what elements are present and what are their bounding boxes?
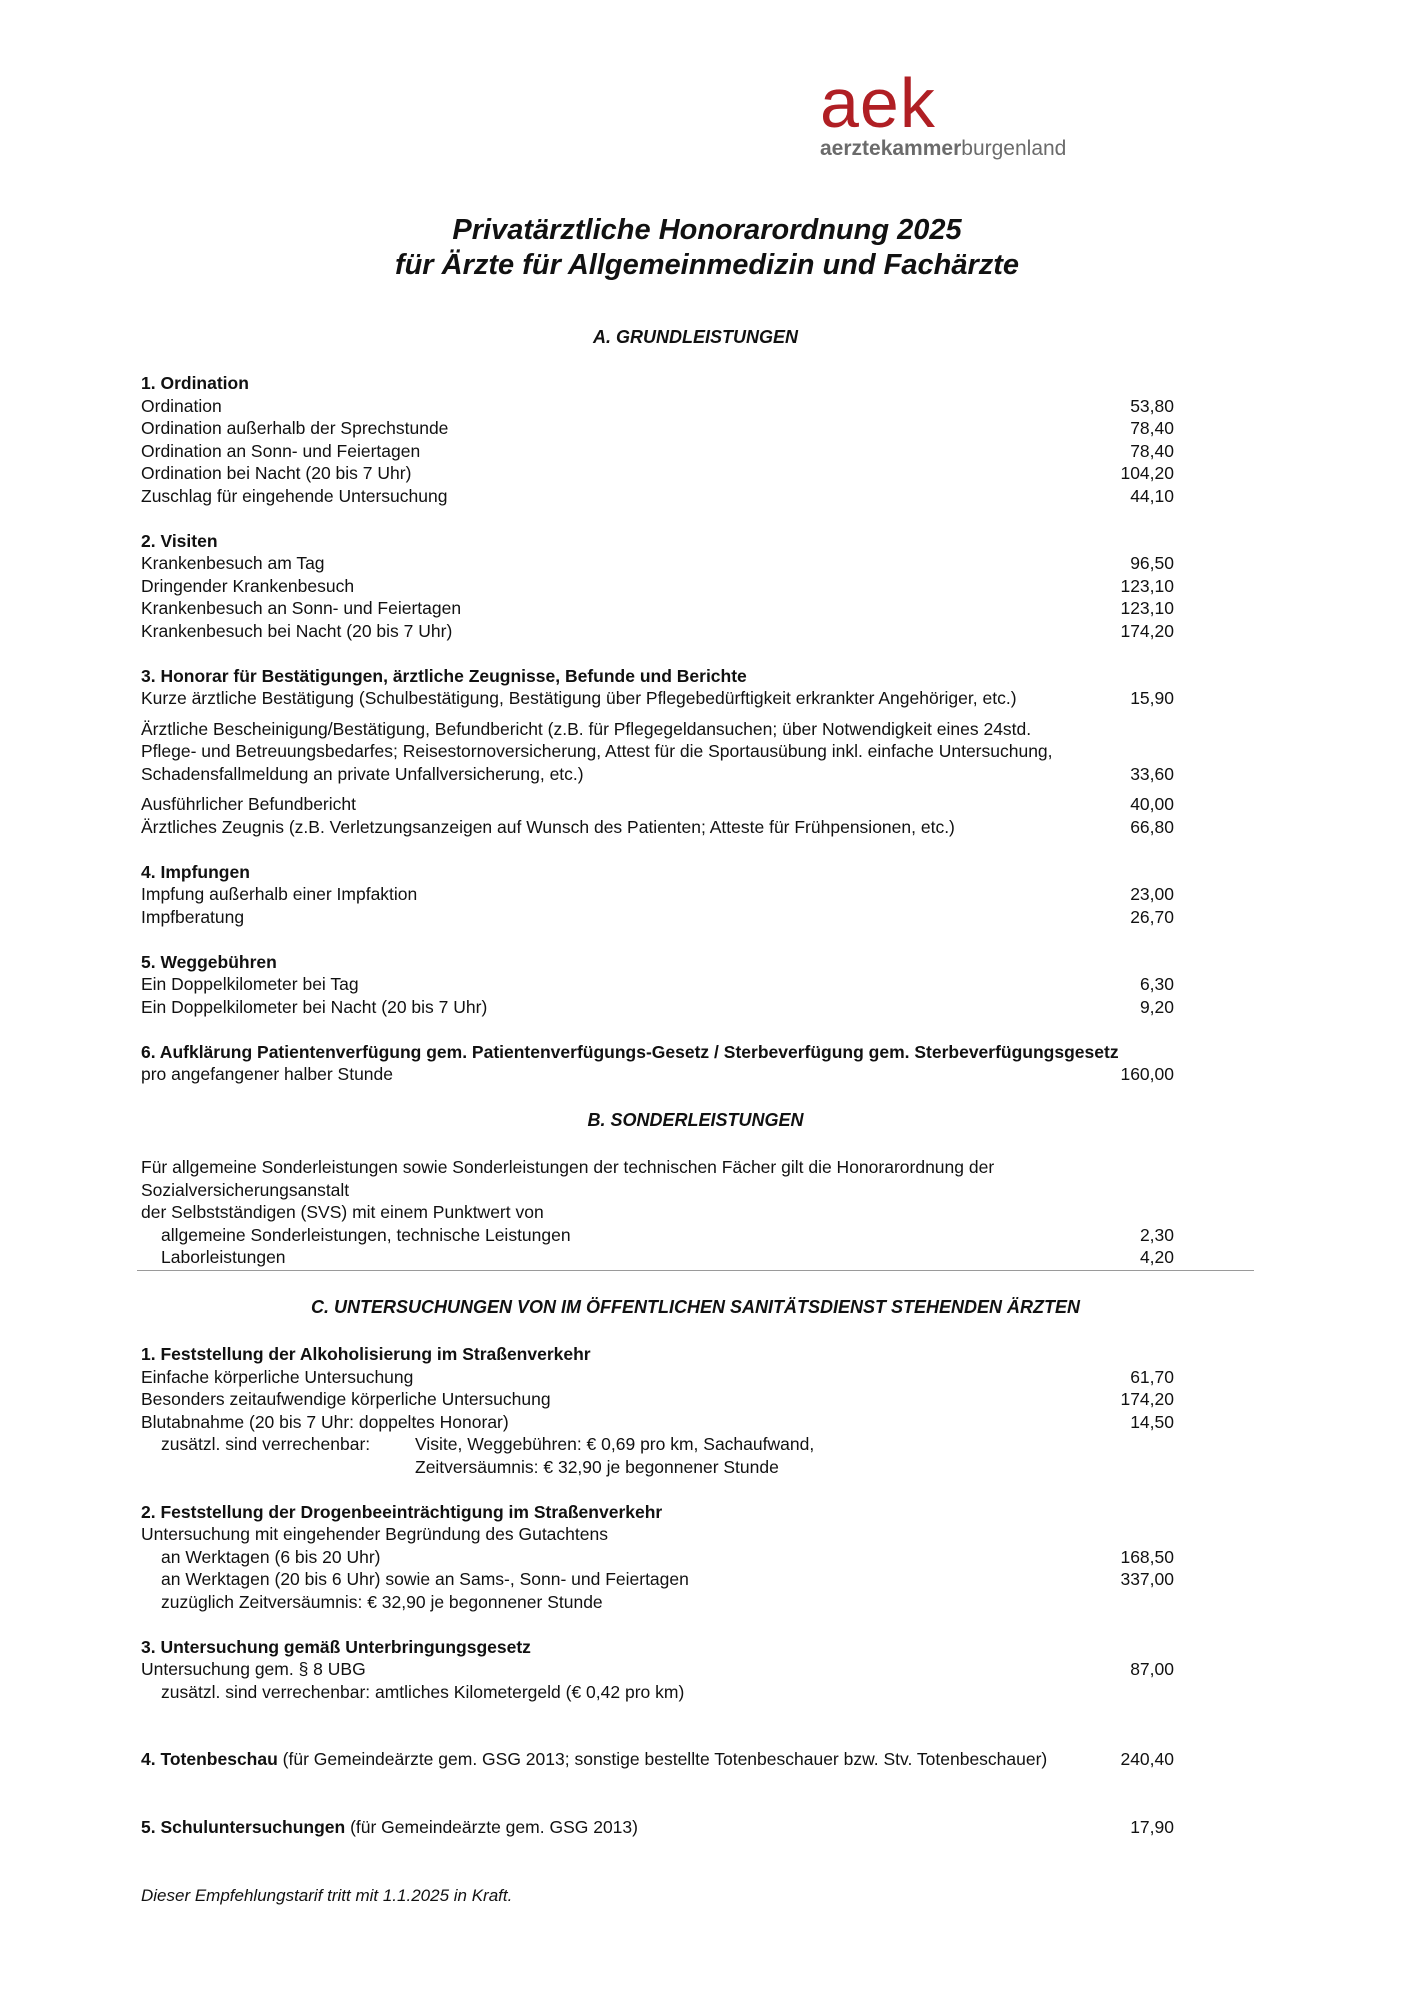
fee-row: Krankenbesuch bei Nacht (20 bis 7 Uhr) 174,20 bbox=[141, 620, 1174, 641]
fee-row: pro angefangener halber Stunde 160,00 bbox=[141, 1064, 1174, 1084]
drogen-title: 2. Feststellung der Drogenbeeinträchtigung im Straßenverkehr bbox=[141, 1501, 663, 1522]
fee-row: Ordination 53,80 bbox=[141, 395, 1174, 416]
section-b-intro-2: der Selbstständigen (SVS) mit einem Punktwert von bbox=[141, 1202, 544, 1222]
fee-row: Dringender Krankenbesuch 123,10 bbox=[141, 575, 1174, 596]
honorar-item2-line2: Pflege- und Betreuungsbedarfes; Reisestornoversicherung, Attest für die Sportausübung inkl. einfache Untersuchung, bbox=[141, 741, 1053, 761]
fee-row: Ordination an Sonn- und Feiertagen 78,40 bbox=[141, 440, 1174, 461]
visiten-title: 2. Visiten bbox=[141, 530, 218, 551]
drogen-extra: zuzüglich Zeitversäumnis: € 32,90 je begonnener Stunde bbox=[161, 1591, 603, 1612]
fee-row: Ein Doppelkilometer bei Tag 6,30 bbox=[141, 974, 1174, 994]
fee-row: Einfache körperliche Untersuchung 61,70 bbox=[141, 1366, 1174, 1387]
fee-row: Impfung außerhalb einer Impfaktion 23,00 bbox=[141, 884, 1174, 904]
weggebuehren-title: 5. Weggebühren bbox=[141, 951, 277, 972]
footer-note: Dieser Empfehlungstarif tritt mit 1.1.2025 in Kraft. bbox=[141, 1886, 513, 1905]
alkohol-title: 1. Feststellung der Alkoholisierung im Straßenverkehr bbox=[141, 1344, 591, 1364]
fee-row: an Werktagen (20 bis 6 Uhr) sowie an Sams-, Sonn- und Feiertagen 337,00 bbox=[161, 1569, 1174, 1589]
section-c-heading: C. UNTERSUCHUNGEN VON IM ÖFFENTLICHEN SANITÄTSDIENST STEHENDEN ÄRZTEN bbox=[310, 1297, 1081, 1317]
schul-row: 5. Schuluntersuchungen (für Gemeindeärzte gem. GSG 2013) 17,90 bbox=[141, 1816, 1174, 1837]
fee-row: an Werktagen (6 bis 20 Uhr) 168,50 bbox=[161, 1546, 1174, 1567]
section-divider bbox=[137, 1270, 1254, 1271]
section-a-content bbox=[141, 372, 1174, 1086]
honorar-item2-line1: Ärztliche Bescheinigung/Bestätigung, Befundbericht (z.B. für Pflegegeldansuchen; über Notwendigkeit eines 24std. bbox=[141, 718, 1032, 739]
honorar-title: 3. Honorar für Bestätigungen, ärztliche Zeugnisse, Befunde und Berichte bbox=[141, 665, 747, 686]
fee-row: Ärztliches Zeugnis (z.B. Verletzungsanzeigen auf Wunsch des Patienten; Atteste für Frühpensionen, etc.) 66,80 bbox=[141, 816, 1174, 837]
fee-row: allgemeine Sonderleistungen, technische Leistungen 2,30 bbox=[161, 1224, 1174, 1245]
fee-row: Ordination außerhalb der Sprechstunde 78,40 bbox=[141, 418, 1174, 438]
section-b-intro-1: Für allgemeine Sonderleistungen sowie Sonderleistungen der technischen Fächer gilt die Honorarordnung der Sozialversicherungsanstalt bbox=[141, 1157, 995, 1200]
unterbringung-extra: zusätzl. sind verrechenbar: amtliches Kilometergeld (€ 0,42 pro km) bbox=[161, 1681, 685, 1702]
logo-text: aerztekammerburgenland bbox=[820, 137, 1067, 160]
section-c-content bbox=[141, 1343, 1174, 1838]
logo-mark: aek bbox=[820, 64, 936, 142]
alkohol-extra-1: zusätzl. sind verrechenbar: Visite, Weggebühren: € 0,69 pro km, Sachaufwand, bbox=[161, 1434, 815, 1454]
fee-row: Besonders zeitaufwendige körperliche Untersuchung 174,20 bbox=[141, 1389, 1174, 1409]
page-title: Privatärztliche Honorarordnung 2025 für Ärzte für Allgemeinmedizin und Fachärzte bbox=[394, 214, 1020, 281]
fee-row: Krankenbesuch an Sonn- und Feiertagen 123,10 bbox=[141, 598, 1174, 618]
ordination-title: 1. Ordination bbox=[141, 373, 249, 393]
totenbeschau-row: 4. Totenbeschau (für Gemeindeärzte gem. GSG 2013; sonstige bestellte Totenbeschauer bzw. Stv. Totenbeschauer) 240,40 bbox=[141, 1749, 1174, 1769]
fee-row: Impfberatung 26,70 bbox=[141, 906, 1174, 927]
fee-row: Zuschlag für eingehende Untersuchung 44,10 bbox=[141, 485, 1174, 506]
section-b-content bbox=[141, 1156, 1174, 1269]
section-a-heading: A. GRUNDLEISTUNGEN bbox=[592, 327, 798, 347]
unterbringung-title: 3. Untersuchung gemäß Unterbringungsgesetz bbox=[141, 1636, 531, 1657]
fee-row: Ausführlicher Befundbericht 40,00 bbox=[141, 794, 1174, 814]
fee-row: Krankenbesuch am Tag 96,50 bbox=[141, 553, 1174, 573]
fee-row: Ordination bei Nacht (20 bis 7 Uhr) 104,20 bbox=[141, 463, 1174, 483]
drogen-intro: Untersuchung mit eingehender Begründung des Gutachtens bbox=[141, 1524, 608, 1544]
aek-logo bbox=[820, 64, 1090, 160]
fee-row: Untersuchung gem. § 8 UBG 87,00 bbox=[141, 1659, 1174, 1679]
section-b-heading: B. SONDERLEISTUNGEN bbox=[587, 1110, 804, 1130]
aufklaerung-title: 6. Aufklärung Patientenverfügung gem. Patientenverfügungs-Gesetz / Sterbeverfügung gem. Sterbeverfügungsgesetz bbox=[141, 1041, 1119, 1062]
impfungen-title: 4. Impfungen bbox=[141, 861, 250, 882]
fee-row: Schadensfallmeldung an private Unfallversicherung, etc.) 33,60 bbox=[141, 763, 1174, 784]
fee-row: Laborleistungen 4,20 bbox=[161, 1247, 1174, 1267]
fee-row: Kurze ärztliche Bestätigung (Schulbestätigung, Bestätigung über Pflegebedürftigkeit erkrankter Angehöriger, etc.) 15,90 bbox=[141, 688, 1174, 708]
alkohol-extra-2: Zeitversäumnis: € 32,90 je begonnener Stunde bbox=[415, 1456, 779, 1477]
fee-row: Blutabnahme (20 bis 7 Uhr: doppeltes Honorar) 14,50 bbox=[141, 1411, 1174, 1432]
fee-row: Ein Doppelkilometer bei Nacht (20 bis 7 Uhr) 9,20 bbox=[141, 996, 1174, 1017]
